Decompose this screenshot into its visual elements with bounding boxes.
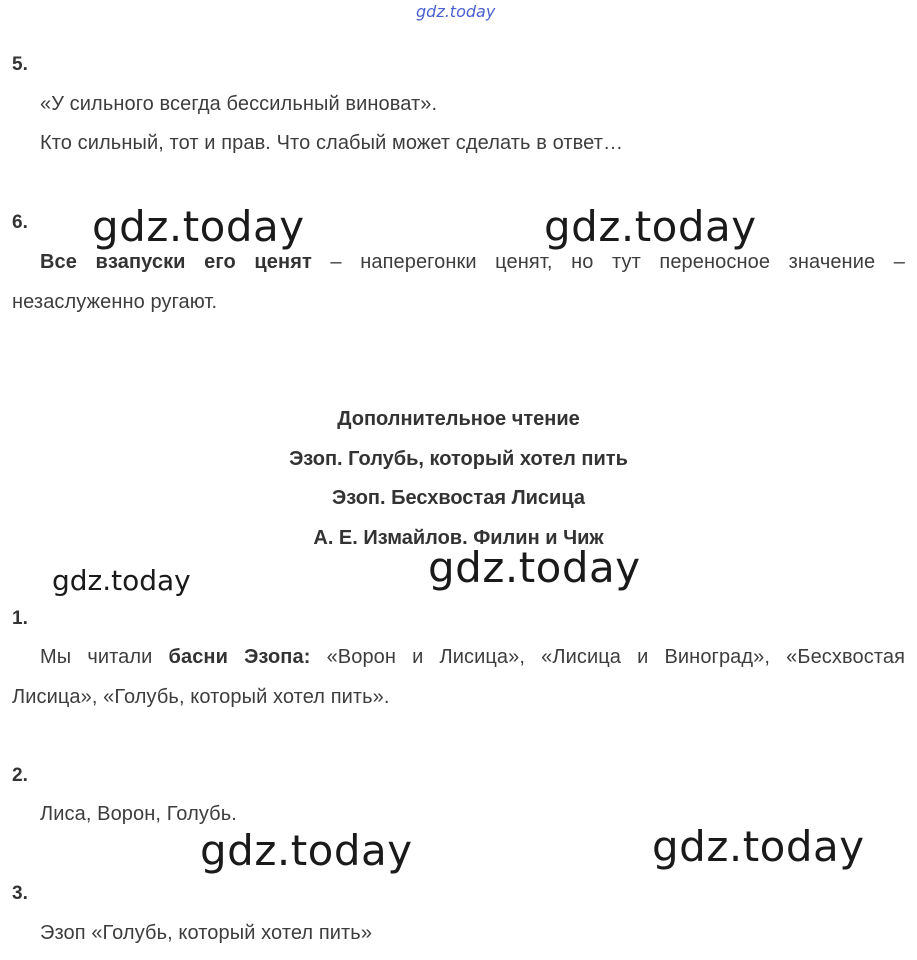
header-watermark: gdz.today	[416, 2, 496, 21]
watermark-5: gdz.today	[200, 826, 413, 875]
watermark-1: gdz.today	[92, 202, 305, 251]
watermark-4: gdz.today	[428, 543, 641, 592]
answer-1-prefix: Мы читали	[40, 646, 169, 668]
watermark-3: gdz.today	[52, 564, 191, 597]
answer-1-rest: «Ворон и Лисица», «Лисица и Виноград», «Бесхвостая	[310, 646, 906, 668]
heading-title-3: А. Е. Измайлов. Филин и Чиж	[313, 527, 604, 549]
section-5-line-1: «У сильного всегда бессильный виноват».	[40, 93, 438, 115]
heading-title-2: Эзоп. Бесхвостая Лисица	[332, 487, 585, 509]
answer-1-line-1	[40, 646, 905, 669]
answer-1-bold: басни Эзопа:	[168, 646, 311, 668]
heading-additional-reading: Дополнительное чтение	[337, 408, 580, 430]
section-6-bold-phrase: Все взапуски его ценят	[40, 251, 312, 273]
item-number-1: 1.	[12, 608, 28, 629]
answer-1-line-2: Лисица», «Голубь, который хотел пить».	[12, 686, 390, 708]
answer-2-line-1: Лиса, Ворон, Голубь.	[40, 803, 237, 825]
section-6-line-1	[40, 251, 905, 274]
answer-3-line-1: Эзоп «Голубь, который хотел пить»	[40, 922, 373, 944]
heading-title-1: Эзоп. Голубь, который хотел пить	[289, 448, 628, 470]
item-number-5: 5.	[12, 54, 28, 75]
section-5-line-2: Кто сильный, тот и прав. Что слабый может сделать в ответ…	[40, 132, 624, 154]
section-6-rest: – наперегонки ценят, но тут переносное значение –	[311, 251, 905, 273]
watermark-6: gdz.today	[652, 822, 865, 871]
section-6-line-2: незаслуженно ругают.	[12, 291, 218, 313]
item-number-3: 3.	[12, 883, 28, 904]
watermark-2: gdz.today	[544, 202, 757, 251]
item-number-6: 6.	[12, 212, 28, 233]
item-number-2: 2.	[12, 765, 28, 786]
